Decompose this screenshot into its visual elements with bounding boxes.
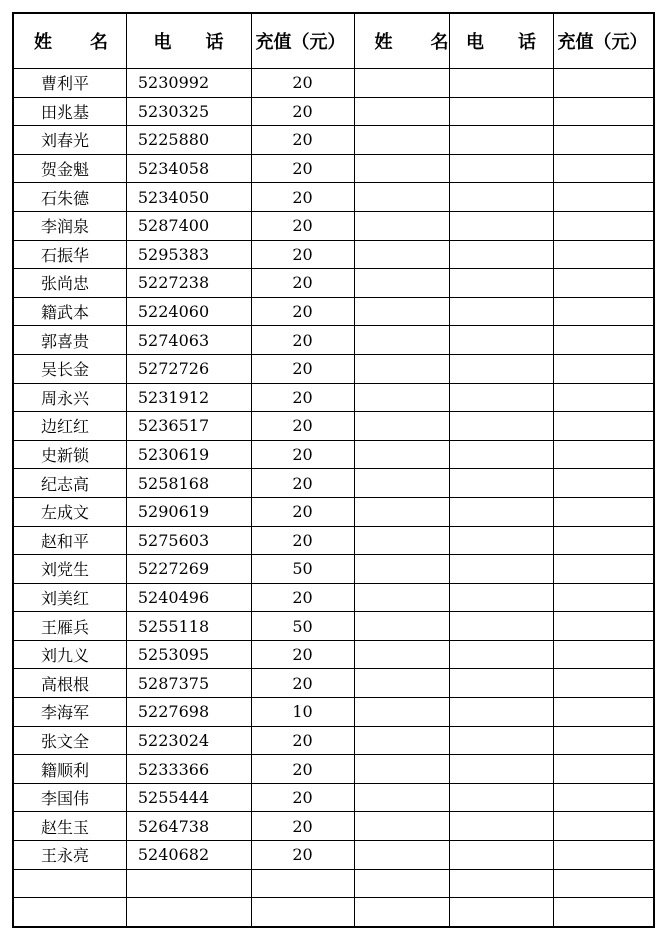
empty-phone-cell xyxy=(449,640,553,669)
table-row xyxy=(13,469,654,498)
empty-name-cell xyxy=(354,583,449,612)
name-cell: 籍武本 xyxy=(13,297,126,326)
amount-cell: 20 xyxy=(251,497,354,526)
name-cell: 左成文 xyxy=(13,497,126,526)
amount-cell: 20 xyxy=(251,469,354,498)
empty-phone-cell xyxy=(449,97,553,126)
phone-cell: 5224060 xyxy=(126,297,251,326)
empty-name-cell xyxy=(354,726,449,755)
name-cell: 李国伟 xyxy=(13,783,126,812)
name-cell: 李润泉 xyxy=(13,211,126,240)
name-cell: 籍顺利 xyxy=(13,755,126,784)
empty-phone-cell xyxy=(449,583,553,612)
amount-cell: 20 xyxy=(251,412,354,441)
phone-cell: 5255444 xyxy=(126,783,251,812)
table-row xyxy=(13,269,654,298)
phone-cell: 5274063 xyxy=(126,326,251,355)
empty-name-cell xyxy=(354,211,449,240)
empty-amount-cell xyxy=(553,612,654,641)
header-phone-left: 电 话 xyxy=(126,13,251,69)
empty-name-cell xyxy=(354,440,449,469)
name-cell: 王永亮 xyxy=(13,841,126,870)
empty-phone-cell xyxy=(449,526,553,555)
phone-cell: 5227269 xyxy=(126,555,251,584)
empty-amount-cell xyxy=(553,898,654,927)
empty-amount-cell xyxy=(553,69,654,98)
empty-amount-cell xyxy=(553,812,654,841)
name-cell: 张文全 xyxy=(13,726,126,755)
table-row xyxy=(13,640,654,669)
name-cell: 刘春光 xyxy=(13,126,126,155)
table-body xyxy=(13,69,654,927)
empty-phone-cell xyxy=(449,497,553,526)
name-cell: 边红红 xyxy=(13,412,126,441)
table-row xyxy=(13,526,654,555)
phone-cell: 5264738 xyxy=(126,812,251,841)
amount-cell: 20 xyxy=(251,640,354,669)
empty-phone-cell xyxy=(449,183,553,212)
empty-amount-cell xyxy=(553,440,654,469)
empty-amount-cell xyxy=(553,240,654,269)
empty-amount-cell xyxy=(553,269,654,298)
empty-name-cell xyxy=(354,69,449,98)
table-row xyxy=(13,698,654,727)
table-row xyxy=(13,812,654,841)
amount-cell: 20 xyxy=(251,783,354,812)
amount-cell: 20 xyxy=(251,326,354,355)
empty-name-cell xyxy=(354,326,449,355)
empty-amount-cell xyxy=(553,583,654,612)
empty-phone-cell xyxy=(449,211,553,240)
empty-phone-cell xyxy=(449,326,553,355)
amount-cell: 20 xyxy=(251,126,354,155)
phone-cell: 5234058 xyxy=(126,154,251,183)
name-cell: 张尚忠 xyxy=(13,269,126,298)
table-row xyxy=(13,412,654,441)
table-row xyxy=(13,555,654,584)
name-cell: 刘美红 xyxy=(13,583,126,612)
empty-amount-cell xyxy=(553,211,654,240)
phone-cell: 5225880 xyxy=(126,126,251,155)
empty-phone-cell xyxy=(449,755,553,784)
empty-amount-cell xyxy=(553,783,654,812)
name-cell: 高根根 xyxy=(13,669,126,698)
name-cell: 石朱德 xyxy=(13,183,126,212)
empty-amount-cell xyxy=(553,412,654,441)
table-row xyxy=(13,297,654,326)
empty-name-cell xyxy=(354,269,449,298)
amount-cell: 20 xyxy=(251,240,354,269)
empty-name-cell xyxy=(354,841,449,870)
empty-amount-cell xyxy=(553,841,654,870)
empty-phone-cell xyxy=(449,841,553,870)
empty-name-cell xyxy=(354,240,449,269)
phone-cell: 5287375 xyxy=(126,669,251,698)
phone-cell: 5290619 xyxy=(126,497,251,526)
empty-name-cell xyxy=(354,526,449,555)
empty-phone-cell xyxy=(449,240,553,269)
empty-name-cell xyxy=(354,612,449,641)
empty-name-cell xyxy=(354,497,449,526)
amount-cell: 20 xyxy=(251,841,354,870)
table-row xyxy=(13,726,654,755)
empty-phone-cell xyxy=(449,126,553,155)
empty-amount-cell xyxy=(553,726,654,755)
empty-name-cell xyxy=(354,555,449,584)
empty-phone-cell xyxy=(449,154,553,183)
amount-cell xyxy=(251,869,354,898)
empty-amount-cell xyxy=(553,469,654,498)
name-cell: 李海军 xyxy=(13,698,126,727)
phone-cell: 5272726 xyxy=(126,354,251,383)
phone-cell xyxy=(126,898,251,927)
phone-cell: 5295383 xyxy=(126,240,251,269)
amount-cell xyxy=(251,898,354,927)
amount-cell: 20 xyxy=(251,69,354,98)
empty-name-cell xyxy=(354,869,449,898)
empty-phone-cell xyxy=(449,354,553,383)
empty-name-cell xyxy=(354,412,449,441)
phone-cell: 5230992 xyxy=(126,69,251,98)
amount-cell: 20 xyxy=(251,440,354,469)
amount-cell: 20 xyxy=(251,211,354,240)
empty-name-cell xyxy=(354,698,449,727)
phone-cell: 5234050 xyxy=(126,183,251,212)
empty-phone-cell xyxy=(449,669,553,698)
empty-phone-cell xyxy=(449,869,553,898)
name-cell: 纪志高 xyxy=(13,469,126,498)
empty-amount-cell xyxy=(553,354,654,383)
empty-name-cell xyxy=(354,183,449,212)
empty-phone-cell xyxy=(449,555,553,584)
empty-phone-cell xyxy=(449,383,553,412)
empty-amount-cell xyxy=(553,154,654,183)
phone-cell: 5240496 xyxy=(126,583,251,612)
name-cell: 周永兴 xyxy=(13,383,126,412)
name-cell: 赵生玉 xyxy=(13,812,126,841)
amount-cell: 20 xyxy=(251,726,354,755)
amount-cell: 20 xyxy=(251,383,354,412)
empty-name-cell xyxy=(354,898,449,927)
table-row xyxy=(13,869,654,898)
amount-cell: 50 xyxy=(251,555,354,584)
amount-cell: 10 xyxy=(251,698,354,727)
table-row xyxy=(13,69,654,98)
header-row xyxy=(13,13,654,69)
name-cell: 王雁兵 xyxy=(13,612,126,641)
table-row xyxy=(13,612,654,641)
name-cell: 曹利平 xyxy=(13,69,126,98)
amount-cell: 20 xyxy=(251,183,354,212)
empty-amount-cell xyxy=(553,497,654,526)
amount-cell: 20 xyxy=(251,154,354,183)
empty-amount-cell xyxy=(553,555,654,584)
empty-amount-cell xyxy=(553,126,654,155)
empty-amount-cell xyxy=(553,669,654,698)
phone-cell: 5258168 xyxy=(126,469,251,498)
empty-amount-cell xyxy=(553,97,654,126)
recharge-table xyxy=(12,12,655,928)
header-name-left: 姓 名 xyxy=(13,13,126,69)
name-cell xyxy=(13,898,126,927)
empty-phone-cell xyxy=(449,612,553,641)
table-row xyxy=(13,669,654,698)
amount-cell: 20 xyxy=(251,583,354,612)
header-phone-right: 电 话 xyxy=(449,13,553,69)
amount-cell: 20 xyxy=(251,669,354,698)
phone-cell: 5275603 xyxy=(126,526,251,555)
amount-cell: 20 xyxy=(251,526,354,555)
amount-cell: 20 xyxy=(251,354,354,383)
table-row xyxy=(13,497,654,526)
table-row xyxy=(13,755,654,784)
empty-amount-cell xyxy=(553,755,654,784)
phone-cell: 5240682 xyxy=(126,841,251,870)
phone-cell: 5233366 xyxy=(126,755,251,784)
empty-name-cell xyxy=(354,297,449,326)
empty-phone-cell xyxy=(449,469,553,498)
empty-phone-cell xyxy=(449,269,553,298)
phone-cell: 5223024 xyxy=(126,726,251,755)
empty-amount-cell xyxy=(553,383,654,412)
name-cell: 郭喜贵 xyxy=(13,326,126,355)
table-row xyxy=(13,240,654,269)
name-cell: 贺金魁 xyxy=(13,154,126,183)
phone-cell xyxy=(126,869,251,898)
table-row xyxy=(13,154,654,183)
empty-phone-cell xyxy=(449,297,553,326)
table-row xyxy=(13,898,654,927)
amount-cell: 50 xyxy=(251,612,354,641)
empty-phone-cell xyxy=(449,69,553,98)
amount-cell: 20 xyxy=(251,755,354,784)
table-row xyxy=(13,583,654,612)
empty-phone-cell xyxy=(449,812,553,841)
phone-cell: 5253095 xyxy=(126,640,251,669)
empty-name-cell xyxy=(354,669,449,698)
empty-amount-cell xyxy=(553,869,654,898)
name-cell xyxy=(13,869,126,898)
name-cell: 田兆基 xyxy=(13,97,126,126)
name-cell: 刘党生 xyxy=(13,555,126,584)
empty-phone-cell xyxy=(449,440,553,469)
table-row xyxy=(13,97,654,126)
empty-name-cell xyxy=(354,126,449,155)
table-row xyxy=(13,126,654,155)
header-charge-left: 充值（元） xyxy=(251,13,354,69)
empty-name-cell xyxy=(354,469,449,498)
empty-phone-cell xyxy=(449,783,553,812)
name-cell: 史新锁 xyxy=(13,440,126,469)
phone-cell: 5231912 xyxy=(126,383,251,412)
empty-name-cell xyxy=(354,783,449,812)
empty-amount-cell xyxy=(553,526,654,555)
empty-name-cell xyxy=(354,354,449,383)
name-cell: 石振华 xyxy=(13,240,126,269)
name-cell: 赵和平 xyxy=(13,526,126,555)
empty-amount-cell xyxy=(553,640,654,669)
empty-amount-cell xyxy=(553,326,654,355)
empty-phone-cell xyxy=(449,726,553,755)
empty-name-cell xyxy=(354,154,449,183)
table-row xyxy=(13,326,654,355)
empty-name-cell xyxy=(354,812,449,841)
amount-cell: 20 xyxy=(251,812,354,841)
name-cell: 刘九义 xyxy=(13,640,126,669)
empty-phone-cell xyxy=(449,698,553,727)
phone-cell: 5230325 xyxy=(126,97,251,126)
amount-cell: 20 xyxy=(251,269,354,298)
phone-cell: 5227238 xyxy=(126,269,251,298)
amount-cell: 20 xyxy=(251,297,354,326)
phone-cell: 5227698 xyxy=(126,698,251,727)
table-row xyxy=(13,841,654,870)
phone-cell: 5255118 xyxy=(126,612,251,641)
phone-cell: 5236517 xyxy=(126,412,251,441)
table-row xyxy=(13,440,654,469)
empty-phone-cell xyxy=(449,898,553,927)
empty-amount-cell xyxy=(553,183,654,212)
empty-name-cell xyxy=(354,383,449,412)
amount-cell: 20 xyxy=(251,97,354,126)
table-row xyxy=(13,211,654,240)
table-row xyxy=(13,783,654,812)
table-row xyxy=(13,183,654,212)
header-name-right: 姓 名 xyxy=(354,13,449,69)
empty-amount-cell xyxy=(553,297,654,326)
header-charge-right: 充值（元） xyxy=(553,13,654,69)
empty-name-cell xyxy=(354,97,449,126)
empty-name-cell xyxy=(354,755,449,784)
empty-phone-cell xyxy=(449,412,553,441)
name-cell: 吴长金 xyxy=(13,354,126,383)
empty-name-cell xyxy=(354,640,449,669)
phone-cell: 5230619 xyxy=(126,440,251,469)
table-row xyxy=(13,383,654,412)
table-row xyxy=(13,354,654,383)
phone-cell: 5287400 xyxy=(126,211,251,240)
empty-amount-cell xyxy=(553,698,654,727)
